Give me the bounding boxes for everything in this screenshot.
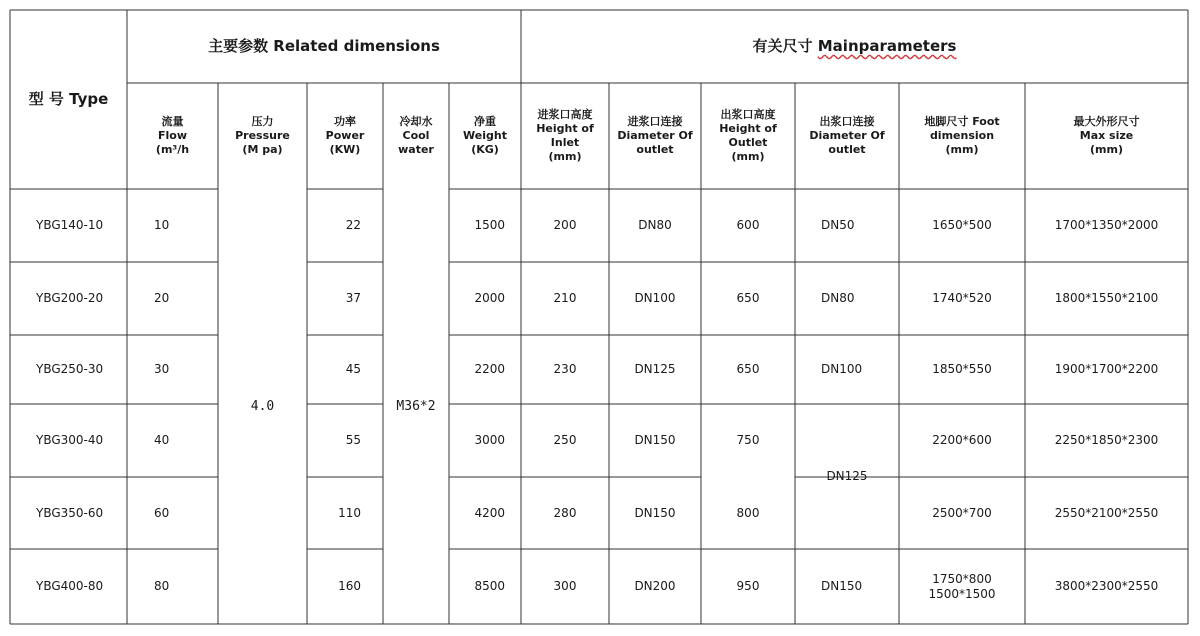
- cell-weight-text: 2000: [474, 291, 505, 305]
- cell-power-text: 110: [338, 505, 361, 520]
- cell-weight-text: 3000: [474, 433, 505, 447]
- column-header: [449, 83, 521, 189]
- cell-foot-dimension: [899, 189, 1025, 262]
- cell-weight-text: 4200: [474, 505, 505, 520]
- cell-max-size-text: 3800*2300*2550: [1054, 579, 1159, 593]
- column-header: [307, 83, 383, 189]
- cell-flow: [127, 335, 218, 404]
- cell-flow: [127, 549, 218, 624]
- cell-outlet-height: [701, 404, 795, 477]
- cell-max-size-text: 2250*1850*2300: [1054, 433, 1159, 447]
- cell-weight: [449, 549, 521, 624]
- cell-type-text: YBG200-20: [36, 291, 104, 305]
- column-header-line: Height of Inlet: [536, 122, 594, 149]
- column-header-line: (KW): [329, 143, 361, 156]
- group-header-main-en: Mainparameters: [817, 37, 957, 55]
- cell-pressure-merged: [218, 189, 307, 624]
- cell-inlet-diameter-text: DN80: [638, 218, 672, 232]
- cell-inlet-diameter-text: DN200: [634, 579, 676, 593]
- group-header-related: [127, 10, 521, 83]
- column-header: [383, 83, 449, 189]
- cell-cool-water-merged: [383, 189, 449, 624]
- cell-max-size-text: 1700*1350*2000: [1054, 218, 1159, 232]
- cell-outlet-diameter: [795, 549, 899, 624]
- column-header-line: Flow: [157, 129, 187, 142]
- cell-foot-dimension-text: 1850*550: [932, 362, 992, 376]
- cell-pressure-merged-text: 4.0: [250, 399, 275, 414]
- cell-outlet-height-text: 800: [736, 505, 760, 520]
- cell-outlet-diameter-text: DN100: [821, 362, 863, 376]
- cell-inlet-height: [521, 404, 609, 477]
- column-header: [899, 83, 1025, 189]
- cell-outlet-diameter-merged: [795, 404, 899, 549]
- cell-power-text: 45: [345, 362, 361, 376]
- cell-inlet-diameter: [609, 404, 701, 477]
- column-header-line: Cool: [402, 129, 430, 142]
- column-header-line: 地脚尺寸 Foot: [924, 115, 1000, 128]
- cell-flow-text: 40: [154, 433, 170, 447]
- column-header-line: (m³/h: [155, 143, 190, 156]
- column-header-line: Max size: [1079, 129, 1134, 142]
- cell-power-text: 37: [345, 291, 361, 305]
- cell-cool-water-merged-text: M36*2: [396, 399, 436, 414]
- column-header: [218, 83, 307, 189]
- column-header-line: Pressure: [235, 129, 290, 142]
- cell-foot-dimension-line: 1750*800: [932, 571, 992, 586]
- cell-weight: [449, 477, 521, 549]
- type-header: [10, 10, 127, 189]
- cell-type-text: YBG140-10: [36, 218, 104, 232]
- cell-outlet-diameter-merged-text: DN125: [826, 469, 868, 483]
- column-header: [701, 83, 795, 189]
- cell-outlet-height-text: 600: [736, 218, 760, 232]
- cell-inlet-height-text: 200: [553, 218, 577, 232]
- cell-type-text: YBG250-30: [36, 362, 104, 376]
- cell-inlet-diameter: [609, 189, 701, 262]
- cell-inlet-diameter-text: DN150: [634, 433, 676, 447]
- column-header-line: 进浆口高度: [537, 108, 593, 121]
- cell-inlet-diameter: [609, 477, 701, 549]
- column-header-line: Weight: [463, 129, 507, 142]
- column-header-line: outlet: [636, 143, 674, 156]
- cell-outlet-height-text: 750: [736, 433, 760, 447]
- cell-max-size: [1025, 335, 1188, 404]
- column-header-line: Diameter Of: [617, 129, 693, 142]
- cell-outlet-height-text: 650: [736, 291, 760, 305]
- cell-type: [10, 335, 127, 404]
- group-header-main-cn: 有关尺寸: [752, 37, 818, 55]
- cell-outlet-diameter-text: DN50: [821, 218, 855, 232]
- column-header-line: (M pa): [242, 143, 283, 156]
- cell-inlet-height: [521, 189, 609, 262]
- column-header-line: 最大外形尺寸: [1073, 115, 1140, 128]
- cell-weight-text: 1500: [474, 218, 505, 232]
- cell-outlet-height: [701, 477, 795, 549]
- cell-power: [307, 477, 383, 549]
- cell-type: [10, 189, 127, 262]
- cell-flow: [127, 477, 218, 549]
- cell-foot-dimension-text: 1650*500: [932, 218, 992, 232]
- cell-inlet-height: [521, 335, 609, 404]
- column-header-line: (mm): [731, 150, 765, 163]
- cell-foot-dimension: [899, 404, 1025, 477]
- column-header-line: Diameter Of: [809, 129, 885, 142]
- cell-inlet-diameter-text: DN125: [634, 362, 676, 376]
- cell-inlet-height: [521, 262, 609, 335]
- cell-foot-dimension-text: 2200*600: [932, 433, 992, 447]
- column-header-line: (KG): [471, 143, 499, 156]
- cell-max-size-text: 1900*1700*2200: [1054, 362, 1159, 376]
- type-header-text: 型 号 Type: [28, 90, 109, 108]
- column-header-line: (mm): [548, 150, 582, 163]
- group-header-main: [521, 10, 1188, 83]
- cell-power-text: 160: [338, 579, 361, 593]
- cell-power: [307, 189, 383, 262]
- cell-max-size-text: 1800*1550*2100: [1054, 291, 1159, 305]
- cell-inlet-height-text: 300: [553, 579, 577, 593]
- cell-inlet-height-text: 250: [553, 433, 577, 447]
- cell-outlet-diameter-text: DN80: [821, 291, 855, 305]
- cell-flow: [127, 404, 218, 477]
- cell-weight-text: 8500: [474, 579, 505, 593]
- cell-inlet-diameter-text: DN100: [634, 291, 676, 305]
- cell-outlet-height: [701, 335, 795, 404]
- cell-inlet-diameter-text: DN150: [634, 505, 676, 520]
- cell-inlet-height: [521, 549, 609, 624]
- column-header-line: 压力: [251, 115, 274, 128]
- column-header-line: (mm): [1090, 143, 1123, 156]
- cell-weight: [449, 335, 521, 404]
- cell-max-size: [1025, 404, 1188, 477]
- column-header-line: Height of: [719, 122, 777, 135]
- cell-weight: [449, 189, 521, 262]
- column-header-line: Power: [325, 129, 365, 142]
- cell-foot-dimension: [899, 477, 1025, 549]
- cell-max-size: [1025, 477, 1188, 549]
- cell-type-text: YBG400-80: [36, 579, 104, 593]
- cell-max-size: [1025, 189, 1188, 262]
- cell-inlet-diameter: [609, 262, 701, 335]
- cell-flow: [127, 189, 218, 262]
- column-header-line: dimension: [929, 129, 995, 142]
- cell-outlet-diameter: [795, 335, 899, 404]
- cell-inlet-height-text: 280: [553, 505, 577, 520]
- cell-type-text: YBG350-60: [36, 505, 104, 520]
- cell-outlet-height: [701, 549, 795, 624]
- cell-flow-text: 60: [154, 505, 170, 520]
- cell-foot-dimension-text: 1740*520: [932, 291, 992, 305]
- cell-inlet-diameter: [609, 549, 701, 624]
- column-header-line: 出浆口连接: [819, 115, 875, 128]
- cell-foot-dimension: [899, 549, 1025, 624]
- column-header-line: 流量: [161, 115, 184, 128]
- cell-max-size: [1025, 549, 1188, 624]
- cell-inlet-height: [521, 477, 609, 549]
- cell-max-size-text: 2550*2100*2550: [1054, 505, 1159, 520]
- cell-inlet-height-text: 230: [553, 362, 577, 376]
- cell-outlet-diameter: [795, 189, 899, 262]
- column-header-line: outlet: [828, 143, 866, 156]
- cell-foot-dimension-line: 1500*1500: [928, 586, 996, 601]
- cell-type: [10, 262, 127, 335]
- cell-outlet-diameter: [795, 262, 899, 335]
- cell-outlet-height-text: 950: [736, 579, 760, 593]
- cell-power: [307, 262, 383, 335]
- cell-max-size: [1025, 262, 1188, 335]
- group-header-related-text: 主要参数 Related dimensions: [208, 37, 440, 55]
- column-header-line: 出浆口高度: [720, 108, 776, 121]
- cell-outlet-height: [701, 262, 795, 335]
- cell-power-text: 22: [345, 218, 361, 232]
- column-header: [1025, 83, 1188, 189]
- cell-foot-dimension: [899, 335, 1025, 404]
- cell-power: [307, 549, 383, 624]
- cell-type: [10, 404, 127, 477]
- cell-outlet-diameter-text: DN150: [821, 579, 863, 593]
- cell-flow-text: 20: [154, 291, 170, 305]
- cell-power-text: 55: [345, 433, 361, 447]
- column-header: [127, 83, 218, 189]
- cell-weight-text: 2200: [474, 362, 505, 376]
- cell-type: [10, 549, 127, 624]
- cell-weight: [449, 262, 521, 335]
- cell-type: [10, 477, 127, 549]
- column-header: [609, 83, 701, 189]
- cell-flow: [127, 262, 218, 335]
- column-header-line: 净重: [474, 115, 496, 128]
- cell-outlet-height-text: 650: [736, 362, 760, 376]
- cell-inlet-diameter: [609, 335, 701, 404]
- column-header: [795, 83, 899, 189]
- cell-power: [307, 335, 383, 404]
- cell-outlet-height: [701, 189, 795, 262]
- cell-weight: [449, 404, 521, 477]
- cell-flow-text: 30: [154, 362, 170, 376]
- column-header-line: water: [398, 143, 434, 156]
- cell-foot-dimension-text: 2500*700: [932, 505, 992, 520]
- cell-foot-dimension: [899, 262, 1025, 335]
- cell-flow-text: 80: [154, 579, 170, 593]
- column-header-line: 功率: [333, 115, 356, 128]
- column-header-line: 冷却水: [399, 115, 433, 128]
- cell-flow-text: 10: [154, 218, 170, 232]
- column-header-line: Outlet: [728, 136, 768, 149]
- cell-inlet-height-text: 210: [553, 291, 577, 305]
- column-header: [521, 83, 609, 189]
- column-header-line: 进浆口连接: [627, 115, 683, 128]
- cell-type-text: YBG300-40: [36, 433, 104, 447]
- column-header-line: (mm): [945, 143, 979, 156]
- cell-power: [307, 404, 383, 477]
